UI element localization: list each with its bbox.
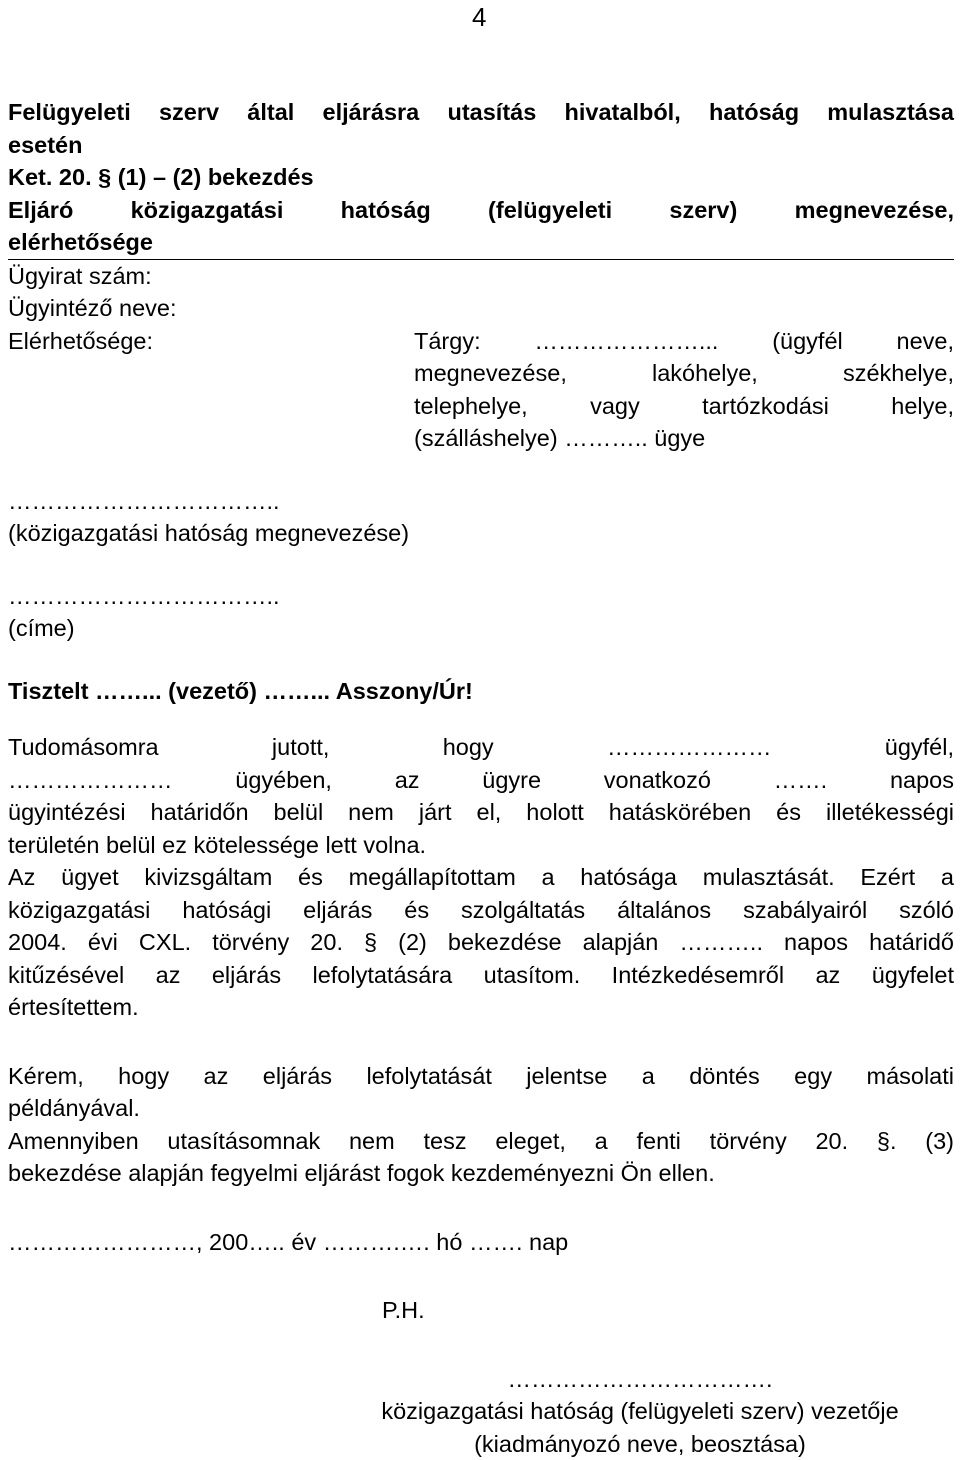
recipient-name-dots: …………………………….. xyxy=(8,485,954,518)
body-p2-line-5: értesítettem. xyxy=(8,991,954,1024)
body-p1-line-1: Tudomásomra jutott, hogy ………………… ügyfél, xyxy=(8,731,954,764)
clerk-name-label: Ügyintéző neve: xyxy=(8,292,954,325)
body-paragraph-3 xyxy=(8,1060,954,1125)
body-p1-line-2: ………………… ügyében, az ügyre vonatkozó ……. napos xyxy=(8,764,954,797)
signature-note: (kiadmányozó neve, beosztása) xyxy=(330,1428,950,1460)
body-p3-line-1: Kérem, hogy az eljárás lefolytatását jelentse a döntés egy másolati xyxy=(8,1060,954,1093)
recipient-name-label: (közigazgatási hatóság megnevezése) xyxy=(8,517,954,550)
salutation: Tisztelt ……... (vezető) ……... Asszony/Úr! xyxy=(8,675,954,708)
signature-dots: ……………………………. xyxy=(330,1363,950,1396)
signature-role: közigazgatási hatóság (felügyeleti szerv) vezetője xyxy=(330,1395,950,1428)
document-title-line-1: Felügyeleti szerv által eljárásra utasítás hivatalból, hatóság mulasztása xyxy=(8,96,954,129)
page-number: 4 xyxy=(472,2,486,33)
signature-block xyxy=(330,1363,950,1460)
body-p3-line-2: példányával. xyxy=(8,1092,954,1125)
contact-subject-block xyxy=(8,325,954,455)
authority-line-2: elérhetősége xyxy=(8,226,954,260)
body-paragraph-2 xyxy=(8,861,954,1024)
subject-line-1: Tárgy: …………………... (ügyfél neve, xyxy=(414,325,954,358)
body-p1-line-3: ügyintézési határidőn belül nem járt el, holott hatáskörében és illetékességi xyxy=(8,796,954,829)
body-p2-line-1: Az ügyet kivizsgáltam és megállapítottam a hatósága mulasztását. Ezért a xyxy=(8,861,954,894)
subject-line-3: telephelye, vagy tartózkodási helye, xyxy=(414,390,954,423)
subject-block xyxy=(414,325,954,455)
body-p4-line-2: bekezdése alapján fegyelmi eljárást fogok kezdeményezni Ön ellen. xyxy=(8,1157,954,1190)
body-p2-line-4: kitűzésével az eljárás lefolytatására utasítom. Intézkedésemről az ügyfelet xyxy=(8,959,954,992)
case-number-label: Ügyirat szám: xyxy=(8,260,954,293)
body-paragraph-1 xyxy=(8,731,954,861)
stamp-label: P.H. xyxy=(382,1294,954,1327)
recipient-address-dots: …………………………….. xyxy=(8,580,954,613)
body-p1-line-4: területén belül ez kötelessége lett volna. xyxy=(8,829,954,862)
body-p2-line-2: közigazgatási hatósági eljárás és szolgáltatás általános szabályairól szóló xyxy=(8,894,954,927)
recipient-address-label: (címe) xyxy=(8,612,954,645)
subject-line-2: megnevezése, lakóhelye, székhelye, xyxy=(414,357,954,390)
date-line: ……………………, 200….. év ……….…. hó ……. nap xyxy=(8,1226,954,1259)
subject-line-4: (szálláshelye) ……….. ügye xyxy=(414,422,954,455)
body-paragraph-4 xyxy=(8,1125,954,1190)
body-p2-line-3: 2004. évi CXL. törvény 20. § (2) bekezdése alapján ……….. napos határidő xyxy=(8,926,954,959)
authority-line-1: Eljáró közigazgatási hatóság (felügyeleti szerv) megnevezése, xyxy=(8,194,954,227)
body-p4-line-1: Amennyiben utasításomnak nem tesz eleget, a fenti törvény 20. §. (3) xyxy=(8,1125,954,1158)
document-page xyxy=(8,96,954,1460)
contact-label: Elérhetősége: xyxy=(8,325,414,358)
legal-reference: Ket. 20. § (1) – (2) bekezdés xyxy=(8,161,954,194)
document-title-line-2: esetén xyxy=(8,129,954,162)
